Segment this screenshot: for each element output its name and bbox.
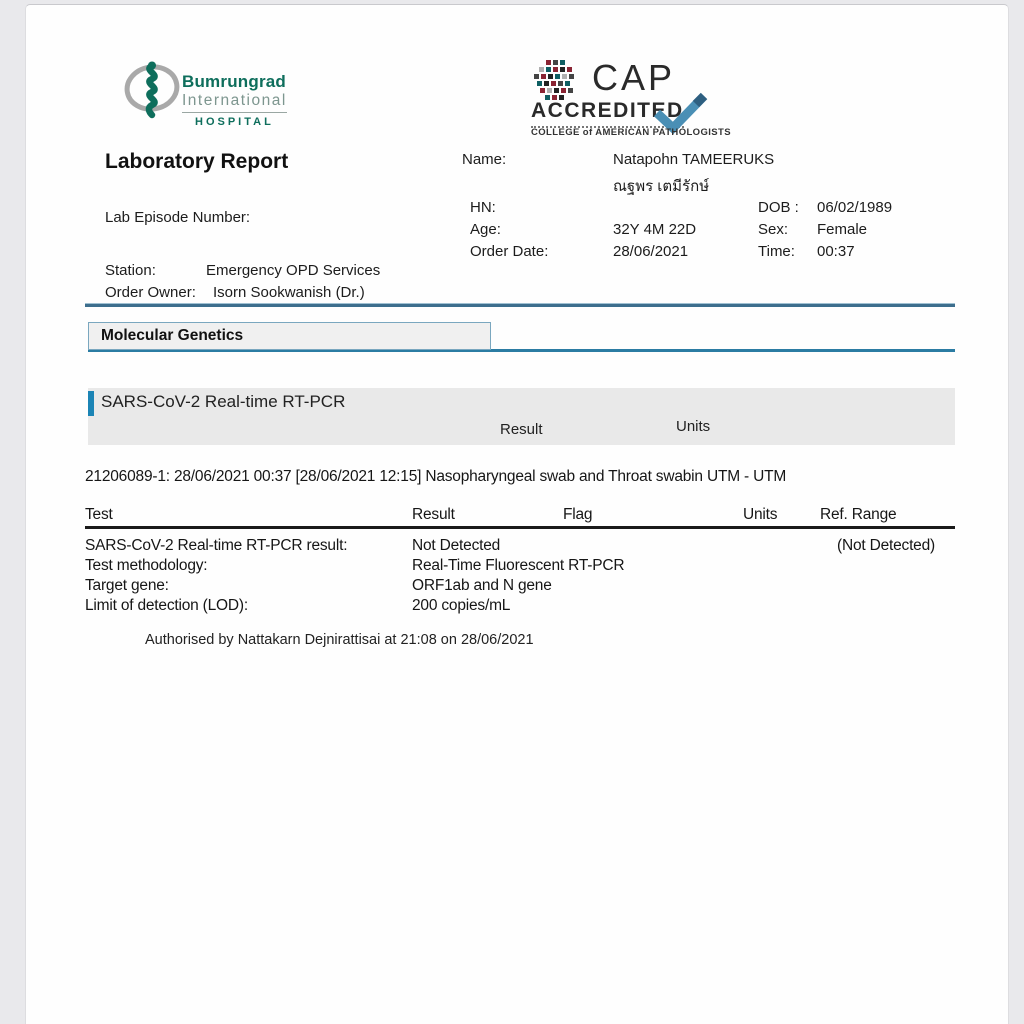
sex-label: Sex:	[758, 221, 789, 238]
cap-accredited-label: ACCREDITED	[531, 99, 684, 128]
row-test-name: SARS-CoV-2 Real-time RT-PCR result:	[85, 537, 348, 554]
age-label: Age:	[470, 221, 501, 238]
station-value: Emergency OPD Services	[206, 262, 381, 279]
age-value: 32Y 4M 22D	[613, 221, 697, 238]
dob-value: 06/02/1989	[817, 199, 893, 216]
dob-label: DOB :	[758, 199, 799, 216]
hospital-brand-line2: International	[182, 92, 287, 109]
time-value: 00:37	[817, 243, 855, 260]
panel-accent-bar	[88, 391, 94, 416]
cap-college-label: COLLEGE of AMERICAN PATHOLOGISTS	[531, 127, 731, 138]
panel-units-header: Units	[676, 418, 711, 435]
time-label: Time:	[758, 243, 795, 260]
order-owner-label: Order Owner:	[105, 284, 196, 301]
caduceus-icon	[123, 60, 181, 122]
cap-acronym: CAP	[592, 57, 676, 98]
order-date-label: Order Date:	[470, 243, 549, 260]
row-test-name: Test methodology:	[85, 557, 208, 574]
panel-title: SARS-CoV-2 Real-time RT-PCR	[101, 392, 346, 411]
col-header-result: Result	[412, 506, 455, 523]
col-header-flag: Flag	[563, 506, 593, 523]
name-label: Name:	[462, 151, 507, 168]
section-title: Molecular Genetics	[101, 327, 244, 344]
section-header-box	[88, 322, 491, 350]
order-date-value: 28/06/2021	[613, 243, 689, 260]
authorised-by-line: Authorised by Nattakarn Dejnirattisai at 21:08 on 28/06/2021	[145, 632, 534, 648]
hospital-tagline: HOSPITAL	[182, 112, 287, 128]
hospital-brand: Bumrungrad	[182, 72, 286, 91]
sex-value: Female	[817, 221, 868, 238]
row-test-name: Target gene:	[85, 577, 169, 594]
row-test-name: Limit of detection (LOD):	[85, 597, 248, 614]
col-header-ref-range: Ref. Range	[820, 506, 897, 523]
specimen-line: 21206089-1: 28/06/2021 00:37 [28/06/2021 12:15] Nasopharyngeal swab and Throat swabin UTM - UTM	[85, 468, 787, 485]
row-ref-range-value: (Not Detected)	[837, 537, 935, 554]
row-result-value: Real-Time Fluorescent RT-PCR	[412, 557, 625, 574]
order-owner-value: Isorn Sookwanish (Dr.)	[213, 284, 365, 301]
row-result-value: Not Detected	[412, 537, 501, 554]
name-value: Natapohn TAMEERUKS	[613, 151, 775, 168]
col-header-units: Units	[743, 506, 778, 523]
panel-result-header: Result	[500, 421, 543, 438]
hn-label: HN:	[470, 199, 496, 216]
page-title: Laboratory Report	[105, 150, 289, 173]
name-thai-value: ณฐพร เตมีรักษ์	[613, 178, 710, 195]
row-result-value: ORF1ab and N gene	[412, 577, 552, 594]
row-result-value: 200 copies/mL	[412, 597, 511, 614]
hospital-logo-text	[182, 72, 287, 128]
station-label: Station:	[105, 262, 156, 279]
header-divider	[85, 303, 955, 307]
table-header-rule	[85, 526, 955, 529]
col-header-test: Test	[85, 506, 113, 523]
lab-episode-label: Lab Episode Number:	[105, 209, 251, 226]
